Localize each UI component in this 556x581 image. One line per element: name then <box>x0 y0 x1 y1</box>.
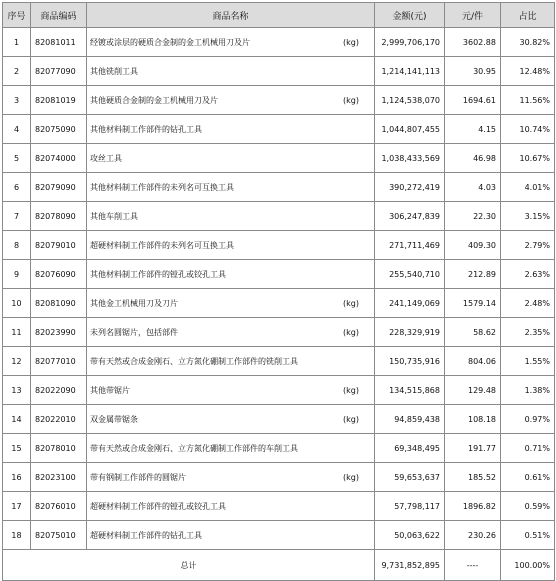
row-name: 超硬材料制工作部件的钻孔工具 <box>90 530 202 540</box>
header-code: 商品编码 <box>31 3 87 28</box>
row-name-cell <box>87 347 375 376</box>
row-amount: 255,540,710 <box>375 260 445 289</box>
table-row <box>3 521 555 550</box>
row-no: 14 <box>3 405 31 434</box>
row-price: 108.18 <box>445 405 501 434</box>
row-name: 带有天然或合成金刚石、立方氮化硼制工作部件的车削工具 <box>90 443 298 453</box>
row-share: 4.01% <box>501 173 555 202</box>
row-name-cell <box>87 173 375 202</box>
row-price: 129.48 <box>445 376 501 405</box>
row-no: 18 <box>3 521 31 550</box>
row-code: 82023100 <box>31 463 87 492</box>
row-code: 82079090 <box>31 173 87 202</box>
row-name: 其他材料制工作部件的钻孔工具 <box>90 124 202 134</box>
row-price: 804.06 <box>445 347 501 376</box>
row-price: 30.95 <box>445 57 501 86</box>
row-price: 4.15 <box>445 115 501 144</box>
row-amount: 1,044,807,455 <box>375 115 445 144</box>
table-row <box>3 57 555 86</box>
header-amount: 金额(元) <box>375 3 445 28</box>
row-unit: (kg) <box>343 95 359 105</box>
row-share: 2.63% <box>501 260 555 289</box>
row-name-cell <box>87 521 375 550</box>
row-amount: 50,063,622 <box>375 521 445 550</box>
row-share: 0.97% <box>501 405 555 434</box>
row-amount: 390,272,419 <box>375 173 445 202</box>
row-amount: 1,214,141,113 <box>375 57 445 86</box>
export-table <box>2 2 555 581</box>
row-name-cell <box>87 492 375 521</box>
table-row <box>3 405 555 434</box>
row-no: 17 <box>3 492 31 521</box>
table-row <box>3 260 555 289</box>
header-unit-price: 元/件 <box>445 3 501 28</box>
row-no: 12 <box>3 347 31 376</box>
row-share: 0.71% <box>501 434 555 463</box>
row-share: 10.74% <box>501 115 555 144</box>
row-amount: 57,798,117 <box>375 492 445 521</box>
row-code: 82077090 <box>31 57 87 86</box>
row-code: 82076010 <box>31 492 87 521</box>
row-code: 82078090 <box>31 202 87 231</box>
row-name-cell <box>87 28 375 57</box>
table-row <box>3 202 555 231</box>
row-name-cell <box>87 144 375 173</box>
table-body <box>3 28 555 550</box>
row-price: 1694.61 <box>445 86 501 115</box>
row-amount: 2,999,706,170 <box>375 28 445 57</box>
row-share: 2.35% <box>501 318 555 347</box>
table-row <box>3 115 555 144</box>
row-name: 经镀或涂层的硬质合金制的金工机械用刀及片 <box>90 37 250 47</box>
table-row <box>3 86 555 115</box>
row-price: 46.98 <box>445 144 501 173</box>
row-amount: 241,149,069 <box>375 289 445 318</box>
row-no: 7 <box>3 202 31 231</box>
row-code: 82075010 <box>31 521 87 550</box>
row-amount: 134,515,868 <box>375 376 445 405</box>
row-amount: 1,124,538,070 <box>375 86 445 115</box>
table-row <box>3 347 555 376</box>
header-share: 占比 <box>501 3 555 28</box>
row-price: 58.62 <box>445 318 501 347</box>
row-share: 3.15% <box>501 202 555 231</box>
table-row <box>3 318 555 347</box>
row-code: 82023990 <box>31 318 87 347</box>
row-share: 0.51% <box>501 521 555 550</box>
row-share: 1.55% <box>501 347 555 376</box>
row-amount: 228,329,919 <box>375 318 445 347</box>
row-name: 其他铣削工具 <box>90 66 138 76</box>
row-no: 1 <box>3 28 31 57</box>
row-code: 82074000 <box>31 144 87 173</box>
row-name-cell <box>87 86 375 115</box>
table-row <box>3 289 555 318</box>
table-row <box>3 173 555 202</box>
row-code: 82075090 <box>31 115 87 144</box>
row-price: 1896.82 <box>445 492 501 521</box>
row-no: 9 <box>3 260 31 289</box>
row-name-cell <box>87 115 375 144</box>
total-price: ---- <box>445 550 501 581</box>
row-name-cell <box>87 405 375 434</box>
row-amount: 69,348,495 <box>375 434 445 463</box>
row-share: 12.48% <box>501 57 555 86</box>
row-no: 13 <box>3 376 31 405</box>
row-price: 4.03 <box>445 173 501 202</box>
row-no: 6 <box>3 173 31 202</box>
row-code: 82077010 <box>31 347 87 376</box>
table-footer <box>3 550 555 581</box>
row-share: 10.67% <box>501 144 555 173</box>
table-row <box>3 376 555 405</box>
row-name-cell <box>87 434 375 463</box>
row-name-cell <box>87 260 375 289</box>
total-row <box>3 550 555 581</box>
row-no: 4 <box>3 115 31 144</box>
row-share: 0.61% <box>501 463 555 492</box>
table-row <box>3 144 555 173</box>
table-header <box>3 3 555 28</box>
row-price: 191.77 <box>445 434 501 463</box>
row-unit: (kg) <box>343 414 359 424</box>
row-name: 攻丝工具 <box>90 153 122 163</box>
row-price: 212.89 <box>445 260 501 289</box>
row-name: 其他材料制工作部件的未列名可互换工具 <box>90 182 234 192</box>
row-amount: 271,711,469 <box>375 231 445 260</box>
row-code: 82076090 <box>31 260 87 289</box>
row-amount: 1,038,433,569 <box>375 144 445 173</box>
row-price: 1579.14 <box>445 289 501 318</box>
table-row <box>3 28 555 57</box>
row-no: 10 <box>3 289 31 318</box>
total-label: 总计 <box>3 550 375 581</box>
row-no: 3 <box>3 86 31 115</box>
row-unit: (kg) <box>343 37 359 47</box>
row-name-cell <box>87 57 375 86</box>
row-name-cell <box>87 289 375 318</box>
row-no: 16 <box>3 463 31 492</box>
row-no: 15 <box>3 434 31 463</box>
total-share: 100.00% <box>501 550 555 581</box>
row-unit: (kg) <box>343 327 359 337</box>
row-share: 0.59% <box>501 492 555 521</box>
row-share: 2.48% <box>501 289 555 318</box>
row-name: 带有钢制工作部件的圆锯片 <box>90 472 186 482</box>
row-no: 2 <box>3 57 31 86</box>
row-price: 409.30 <box>445 231 501 260</box>
row-share: 11.56% <box>501 86 555 115</box>
row-code: 82081019 <box>31 86 87 115</box>
row-share: 2.79% <box>501 231 555 260</box>
row-no: 11 <box>3 318 31 347</box>
row-price: 185.52 <box>445 463 501 492</box>
row-code: 82078010 <box>31 434 87 463</box>
row-amount: 94,859,438 <box>375 405 445 434</box>
row-code: 82079010 <box>31 231 87 260</box>
row-name-cell <box>87 376 375 405</box>
header-no: 序号 <box>3 3 31 28</box>
row-name: 其他车削工具 <box>90 211 138 221</box>
row-name: 超硬材料制工作部件的未列名可互换工具 <box>90 240 234 250</box>
row-amount: 150,735,916 <box>375 347 445 376</box>
row-share: 30.82% <box>501 28 555 57</box>
row-amount: 306,247,839 <box>375 202 445 231</box>
row-name: 其他带锯片 <box>90 385 130 395</box>
row-name: 其他材料制工作部件的镗孔或铰孔工具 <box>90 269 226 279</box>
row-name: 双金属带锯条 <box>90 414 138 424</box>
total-amount: 9,731,852,895 <box>375 550 445 581</box>
row-unit: (kg) <box>343 298 359 308</box>
row-name-cell <box>87 202 375 231</box>
header-name: 商品名称 <box>87 3 375 28</box>
table-row <box>3 231 555 260</box>
table-row <box>3 463 555 492</box>
row-name: 带有天然或合成金刚石、立方氮化硼制工作部件的铣削工具 <box>90 356 298 366</box>
row-name-cell <box>87 318 375 347</box>
row-share: 1.38% <box>501 376 555 405</box>
row-code: 82081011 <box>31 28 87 57</box>
row-name-cell <box>87 231 375 260</box>
row-code: 82081090 <box>31 289 87 318</box>
row-amount: 59,653,637 <box>375 463 445 492</box>
table-row <box>3 434 555 463</box>
table-row <box>3 492 555 521</box>
row-name: 其他硬质合金制的金工机械用刀及片 <box>90 95 218 105</box>
row-name-cell <box>87 463 375 492</box>
row-name: 其他金工机械用刀及刀片 <box>90 298 178 308</box>
row-code: 82022090 <box>31 376 87 405</box>
row-name: 未列名圆锯片，包括部件 <box>90 327 178 337</box>
row-no: 8 <box>3 231 31 260</box>
row-name: 超硬材料制工作部件的镗孔或铰孔工具 <box>90 501 226 511</box>
row-price: 3602.88 <box>445 28 501 57</box>
row-code: 82022010 <box>31 405 87 434</box>
row-unit: (kg) <box>343 385 359 395</box>
row-unit: (kg) <box>343 472 359 482</box>
row-price: 230.26 <box>445 521 501 550</box>
row-price: 22.30 <box>445 202 501 231</box>
row-no: 5 <box>3 144 31 173</box>
